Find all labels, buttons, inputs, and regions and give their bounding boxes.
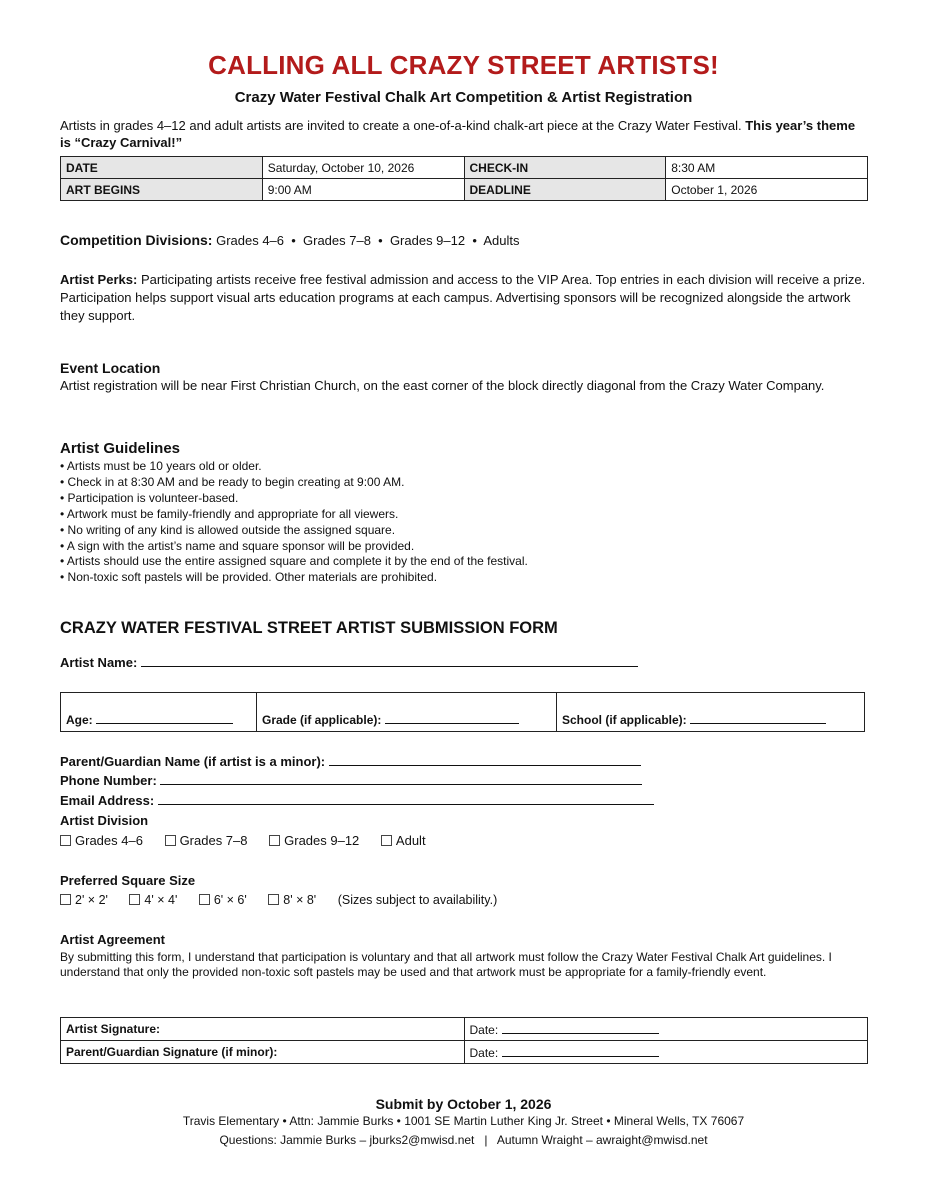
date-label: Date: xyxy=(469,1023,499,1037)
age-field[interactable] xyxy=(96,711,233,724)
page-title: CALLING ALL CRAZY STREET ARTISTS! xyxy=(208,50,719,80)
location-text: Artist registration will be near First Christian Church, on the east corner of the block directly diagonal from the Crazy Water Company. xyxy=(60,378,825,393)
checkbox-icon[interactable] xyxy=(381,835,392,846)
division-option[interactable] xyxy=(60,833,143,848)
list-item: • Participation is volunteer-based. xyxy=(60,490,239,505)
square-option[interactable] xyxy=(129,893,177,907)
artist-name-field[interactable] xyxy=(141,654,638,667)
event-info-table xyxy=(60,156,868,201)
artist-date-cell xyxy=(464,1018,868,1041)
phone-label: Phone Number: xyxy=(60,773,157,788)
artist-date-field[interactable] xyxy=(502,1021,659,1034)
guidelines-heading: Artist Guidelines xyxy=(60,440,181,457)
age-label: Age: xyxy=(66,713,93,727)
division-option[interactable] xyxy=(269,833,359,848)
location-heading: Event Location xyxy=(60,360,161,376)
page-subtitle: Crazy Water Festival Chalk Art Competition & Artist Registration xyxy=(234,89,693,106)
grade-field[interactable] xyxy=(385,711,519,724)
checkbox-icon[interactable] xyxy=(129,894,140,905)
school-cell xyxy=(557,693,864,731)
parent-name-label: Parent/Guardian Name (if artist is a minor): xyxy=(60,754,326,769)
perks-label: Artist Perks: xyxy=(60,272,138,287)
list-item: • Artists must be 10 years old or older. xyxy=(60,459,262,473)
email-field[interactable] xyxy=(158,792,654,805)
division-option[interactable] xyxy=(165,833,248,848)
checkbox-icon[interactable] xyxy=(268,894,279,905)
division-option[interactable] xyxy=(381,833,426,848)
list-item: • Non-toxic soft pastels will be provided. Other materials are prohibited. xyxy=(60,570,438,585)
checkbox-icon[interactable] xyxy=(199,894,210,905)
school-field[interactable] xyxy=(690,711,826,724)
checkin-value: 8:30 AM xyxy=(666,157,868,179)
phone-field[interactable] xyxy=(160,772,642,785)
checkbox-icon[interactable] xyxy=(60,835,71,846)
option-label: 2' × 2' xyxy=(75,893,108,907)
art-begins-value: 9:00 AM xyxy=(262,179,464,201)
deadline-label: DEADLINE xyxy=(464,179,666,201)
contact-line: Questions: Jammie Burks – jburks2@mwisd.net | Autumn Wraight – awraight@mwisd.net xyxy=(219,1133,708,1147)
date-value: Saturday, October 10, 2026 xyxy=(262,157,464,179)
divisions-label: Competition Divisions: xyxy=(60,232,213,248)
option-label: Grades 9–12 xyxy=(284,833,360,848)
date-label: DATE xyxy=(61,157,263,179)
square-option[interactable] xyxy=(268,893,316,907)
agreement-heading: Artist Agreement xyxy=(60,932,165,947)
agreement-text: By submitting this form, I understand that participation is voluntary and that all artwork must follow the Crazy Water Festival Chalk Art guidelines. I understand that only the provided non-toxic soft pastels may be used and that artwork must be appropriate for a family-friendly event. xyxy=(60,950,832,979)
perks-text: Participating artists receive free festival admission and access to the VIP Area. Top entries in each division will receive a prize. Participation helps support visual arts education programs at each campus. Advertising sponsors will be recognized alongside the artwork they support. xyxy=(60,272,866,323)
square-size-options xyxy=(60,893,497,907)
parent-date-field[interactable] xyxy=(502,1044,659,1057)
grade-label: Grade (if applicable): xyxy=(262,713,382,727)
divisions-value: Grades 4–6 • Grades 7–8 • Grades 9–12 • Adults xyxy=(216,233,520,248)
intro-paragraph xyxy=(60,117,865,151)
grade-cell xyxy=(257,693,557,731)
checkbox-icon[interactable] xyxy=(165,835,176,846)
division-heading: Artist Division xyxy=(60,813,149,828)
option-label: Adult xyxy=(395,833,426,848)
age-cell xyxy=(61,693,257,731)
list-item: • Artists should use the entire assigned square and complete it by the end of the festival. xyxy=(60,554,528,569)
perks-paragraph xyxy=(60,271,870,325)
artist-signature-label: Artist Signature: xyxy=(66,1022,161,1036)
email-row xyxy=(60,792,654,808)
list-item: • Artwork must be family-friendly and appropriate for all viewers. xyxy=(60,506,399,521)
deadline-value: October 1, 2026 xyxy=(666,179,868,201)
checkbox-icon[interactable] xyxy=(269,835,280,846)
guidelines-list xyxy=(60,459,528,586)
artist-name-label: Artist Name: xyxy=(60,655,138,670)
division-options xyxy=(60,833,444,848)
checkbox-icon[interactable] xyxy=(60,894,71,905)
submit-deadline: Submit by October 1, 2026 xyxy=(375,1096,552,1112)
list-item: • Check in at 8:30 AM and be ready to begin creating at 9:00 AM. xyxy=(60,474,405,489)
form-title: CRAZY WATER FESTIVAL STREET ARTIST SUBMISSION FORM xyxy=(60,619,558,637)
parent-date-cell xyxy=(464,1041,868,1064)
parent-signature-cell[interactable] xyxy=(61,1041,465,1064)
divisions-line xyxy=(60,231,870,250)
option-label: Grades 7–8 xyxy=(179,833,248,848)
option-label: 8' × 8' xyxy=(283,893,317,907)
parent-name-row xyxy=(60,753,641,769)
artist-name-row xyxy=(60,654,638,670)
email-label: Email Address: xyxy=(60,793,155,808)
school-label: School (if applicable): xyxy=(562,713,687,727)
option-label: 6' × 6' xyxy=(213,893,247,907)
square-option[interactable] xyxy=(60,893,108,907)
signature-table xyxy=(60,1017,868,1064)
square-note: (Sizes subject to availability.) xyxy=(337,893,498,907)
phone-row xyxy=(60,772,642,788)
square-size-heading: Preferred Square Size xyxy=(60,873,196,888)
list-item: • A sign with the artist’s name and square sponsor will be provided. xyxy=(60,538,415,553)
age-grade-school-box xyxy=(60,692,865,732)
mailing-address: Travis Elementary • Attn: Jammie Burks • 1001 SE Martin Luther King Jr. Street • Mineral Wells, TX 76067 xyxy=(182,1114,745,1128)
option-label: 4' × 4' xyxy=(144,893,178,907)
parent-signature-label: Parent/Guardian Signature (if minor): xyxy=(66,1045,278,1059)
theme-text: This year’s theme is “Crazy Carnival!” xyxy=(60,118,856,150)
art-begins-label: ART BEGINS xyxy=(61,179,263,201)
option-label: Grades 4–6 xyxy=(75,833,143,848)
list-item: • No writing of any kind is allowed outside the assigned square. xyxy=(60,522,396,537)
square-option[interactable] xyxy=(199,893,247,907)
date-label: Date: xyxy=(469,1046,499,1060)
artist-signature-cell[interactable] xyxy=(61,1018,465,1041)
checkin-label: CHECK-IN xyxy=(464,157,666,179)
parent-name-field[interactable] xyxy=(329,753,641,766)
intro-text: Artists in grades 4–12 and adult artists are invited to create a one-of-a-kind chalk-art piece at the Crazy Water Festival. xyxy=(60,118,746,133)
